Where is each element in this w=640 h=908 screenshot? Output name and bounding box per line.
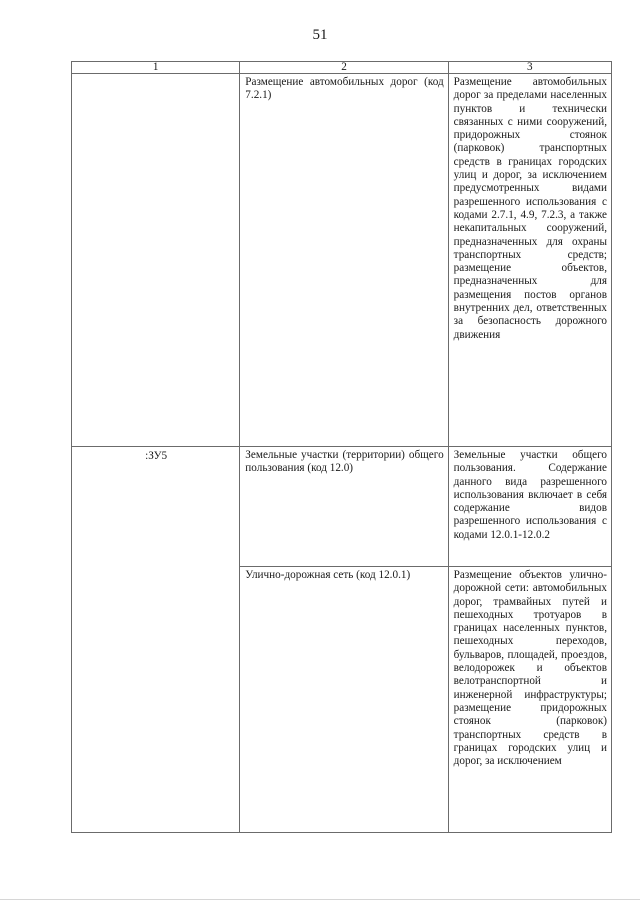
table-cell-use-type: Улично-дорожная сеть (код 12.0.1) xyxy=(240,567,448,833)
column-header-1: 1 xyxy=(72,62,240,74)
table-cell-zone xyxy=(72,74,240,447)
table-row xyxy=(72,447,612,567)
table-cell-description: Размещение объектов улично-дорожной сети: автомобильных дорог, трамвайных путей и пешеходных тротуаров в границах населенных пунктов, пешеходных переходов, бульваров, площадей, проездов, велодорожек и объектов велотранспортной и инженерной инфраструктуры; размещение придорожных стоянок (парковок) транспортных средств в границах городских улиц и дорог, за исключением xyxy=(448,567,611,833)
table-cell-description: Земельные участки общего пользования. Содержание данного вида разрешенного использования включает в себя содержание видов разрешенного использования с кодами 12.0.1-12.0.2 xyxy=(448,447,611,567)
table-cell-description: Размещение автомобильных дорог за пределами населенных пунктов и технически связанных с ними сооружений, придорожных стоянок (парковок) транспортных средств в границах городских улиц и дорог, за исключением предусмотренных видами разрешенного использования с кодами 2.7.1, 4.9, 7.2.3, а также некапитальных сооружений, предназначенных для охраны транспортных средств; размещение объектов, предназначенных для размещения постов органов внутренних дел, ответственных за безопасность дорожного движения xyxy=(448,74,611,447)
column-header-2: 2 xyxy=(240,62,448,74)
table-cell-zone: :ЗУ5 xyxy=(72,447,240,833)
table-row xyxy=(72,74,612,447)
scan-artifact-line xyxy=(0,899,640,900)
table-cell-use-type: Земельные участки (территории) общего пользования (код 12.0) xyxy=(240,447,448,567)
table-cell-use-type: Размещение автомобильных дорог (код 7.2.1) xyxy=(240,74,448,447)
page-number: 51 xyxy=(312,27,328,43)
table-header-row xyxy=(72,62,612,74)
column-header-3: 3 xyxy=(448,62,611,74)
document-table xyxy=(71,61,612,833)
